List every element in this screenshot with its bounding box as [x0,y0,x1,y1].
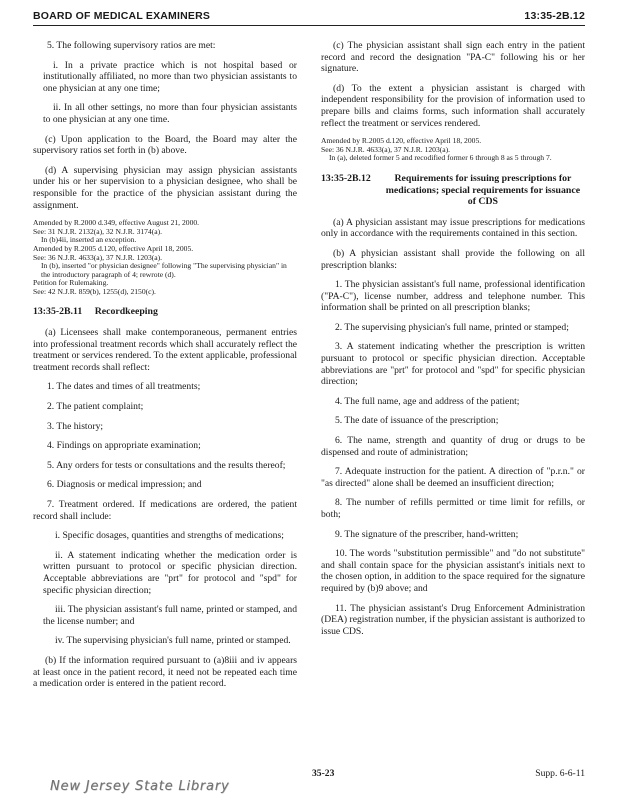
list-item: 10. The words "substitution permissible" and "do not substitute" and shall contain space for the physician assistant's initials next to the chosen option, in addition to the space required for the signature required by (b)9 above; and [321,548,585,594]
supplement-date: Supp. 6-6-11 [535,768,585,779]
library-watermark: New Jersey State Library [50,779,230,794]
paragraph-b5i: i. In a private practice which is not hospital based or institutionally affiliated, no more than two physician assistants to one physician at any one time; [43,59,297,94]
section-heading-recordkeeping [33,306,297,318]
amendment-line: See: 31 N.J.R. 2132(a), 32 N.J.R. 3174(a). [33,226,163,236]
list-item: 11. The physician assistant's Drug Enforcement Administration (DEA) registration number, if the physician assistant is authorized to issue CDS. [321,602,585,637]
right-column [321,40,585,645]
section-number: 13:35-2B.12 [321,172,371,184]
header-title: BOARD OF MEDICAL EXAMINERS [33,10,211,22]
list-item: 1. The dates and times of all treatments; [47,381,201,393]
amendment-history [33,219,297,296]
paragraph-c: (c) The physician assistant shall sign each entry in the patient record and record the designation "PA-C" following his or her signature. [321,40,585,75]
section-title: Requirements for issuing prescriptions for medications; special requirements for issuance of CDS [385,172,581,208]
paragraph-d: (d) To the extent a physician assistant is charged with independent responsibility for the provision of information used to prepare bills and claims forms, such information shall accurately reflect the treatment or services rendered. [321,82,585,129]
amendment-line: See: 36 N.J.R. 4633(a), 37 N.J.R. 1203(a). [321,144,451,154]
amendment-line: In (a), deleted former 5 and recodified former 6 through 8 as 5 through 7. [329,153,552,163]
page-number: 35-23 [312,768,335,779]
sub-item: ii. A statement indicating whether the medication order is written pursuant to protocol or specific physician direction. Acceptable abbreviations are "prt" for protocol and "spd" for specific physician direction; [43,549,297,596]
paragraph-a: (a) A physician assistant may issue prescriptions for medications only in accordance with the requirements contained in this section. [321,216,585,240]
header-section-number: 13:35-2B.12 [524,10,585,22]
amendment-line: In (b), inserted "or physician designee" following "The supervising physician" in the introductory paragraph of 4; rewrote (d). [41,261,287,279]
amendment-line: In (b)4ii, inserted an exception. [41,235,137,245]
paragraph-c: (c) Upon application to the Board, the Board may alter the supervisory ratios set forth in (b) above. [33,133,297,157]
left-column [33,40,297,698]
amendment-line: Amended by R.2005 d.120, effective April 18, 2005. [321,136,482,146]
list-item: 6. The name, strength and quantity of drug or drugs to be dispensed and route of administration; [321,435,585,458]
list-item: 5. Any orders for tests or consultations and the results thereof; [47,459,286,471]
list-item: 7. Treatment ordered. If medications are ordered, the patient record shall include: [33,499,297,522]
list-item: 4. Findings on appropriate examination; [47,440,201,452]
section-heading-prescriptions [321,173,585,208]
paragraph-b: (b) If the information required pursuant to (a)8iii and iv appears at least once in the patient record, it need not be repeated each time a medication order is entered in the patient record. [33,654,297,690]
list-item: 1. The physician assistant's full name, professional identification ("PA-C"), license number, address and telephone number. This information shall be printed on all prescription blanks; [321,279,585,314]
section-number: 13:35-2B.11 [33,306,83,318]
amendment-line: See: 36 N.J.R. 4633(a), 37 N.J.R. 1203(a). [33,252,163,262]
paragraph-a: (a) Licensees shall make contemporaneous, permanent entries into professional treatment records which shall accurately reflect the treatment or services rendered. To the extent applicable, professional treatment records shall reflect: [33,327,297,373]
amendment-line: Petition for Rulemaking. [33,278,109,288]
list-item: 2. The patient complaint; [47,401,144,413]
list-item: 5. The date of issuance of the prescription; [335,415,499,427]
list-item: 9. The signature of the prescriber, hand-written; [335,528,519,540]
list-item: 4. The full name, age and address of the patient; [335,395,520,407]
list-item: 2. The supervising physician's full name, printed or stamped; [335,321,569,333]
list-item: 7. Adequate instruction for the patient. A direction of "p.r.n." or "as directed" alone shall be deemed an insufficient direction; [321,466,585,489]
amendment-history [321,137,585,163]
sub-item: iv. The supervising physician's full name, printed or stamped. [55,635,291,647]
list-item: 6. Diagnosis or medical impression; and [47,479,202,491]
amendment-line: See: 42 N.J.R. 859(b), 1255(d), 2150(c). [33,286,156,296]
list-item: 3. A statement indicating whether the prescription is written pursuant to protocol or specific physician direction. Acceptable abbreviations are "prt" for protocol and "spd" for specific physician direction; [321,341,585,388]
sub-item: i. Specific dosages, quantities and strengths of medications; [55,530,284,542]
amendment-line: Amended by R.2005 d.120, effective April 18, 2005. [33,243,194,253]
list-item: 8. The number of refills permitted or time limit for refills, or both; [321,497,585,520]
paragraph-b5ii: ii. In all other settings, no more than four physician assistants to one physician at any one time. [43,102,297,125]
list-item: 3. The history; [47,420,104,432]
paragraph-d: (d) A supervising physician may assign physician assistants under his or her supervision to a physician designee, who shall be responsible for the practice of the physician assistant during the assignment. [33,164,297,211]
paragraph-b: (b) A physician assistant shall provide the following on all prescription blanks: [321,247,585,271]
amendment-line: Amended by R.2000 d.349, effective August 21, 2000. [33,218,200,228]
sub-item: iii. The physician assistant's full name, printed or stamped, and the license number; and [43,604,297,627]
running-header [33,10,585,26]
paragraph-b5: 5. The following supervisory ratios are met: [47,40,216,51]
section-title: Recordkeeping [94,306,158,318]
